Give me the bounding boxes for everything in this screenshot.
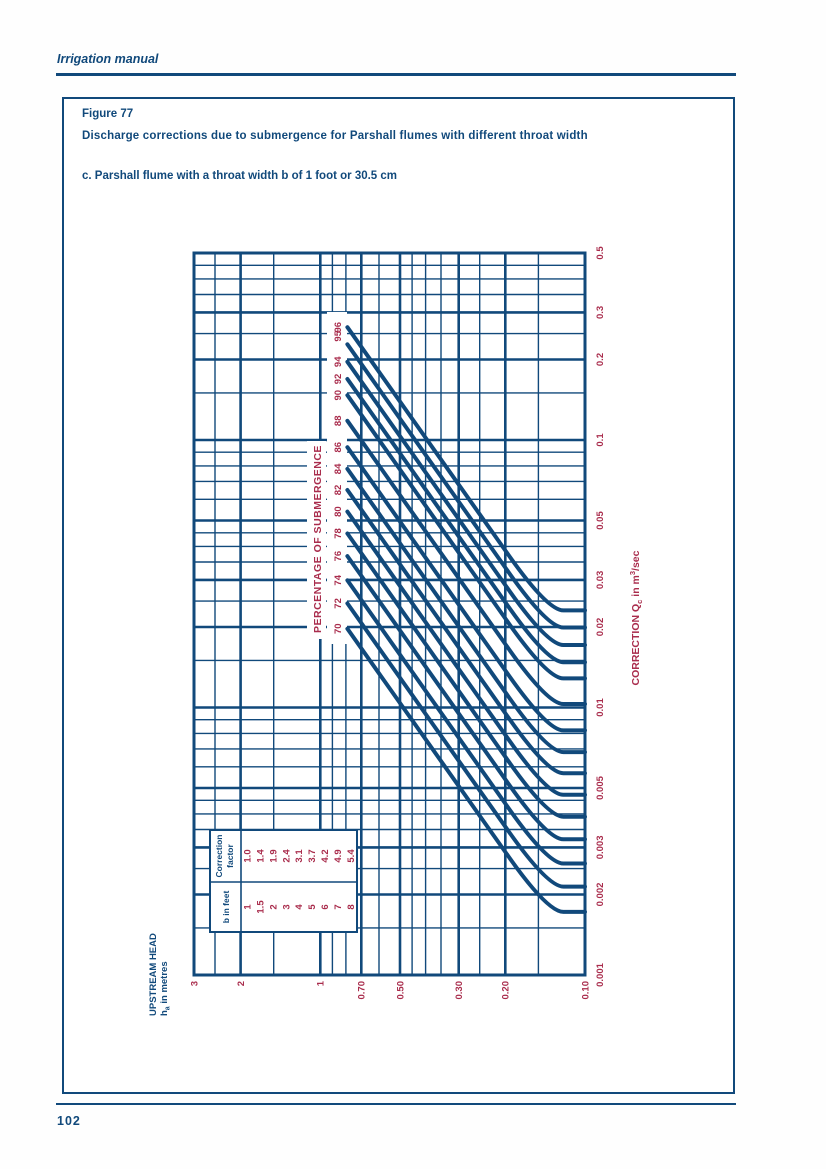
inset-table-cell: 1 — [242, 904, 254, 910]
page-header: Irrigation manual — [57, 52, 159, 66]
y-tick-label: 0.30 — [454, 981, 466, 1000]
submergence-curve-label: 88 — [333, 415, 344, 427]
x-tick-label: 0.003 — [595, 835, 606, 860]
inset-table-header: Correction — [214, 834, 224, 878]
inset-table-cell: 4.9 — [332, 849, 344, 863]
submergence-curve-label: 92 — [333, 373, 344, 385]
y-tick-label: 0.10 — [580, 981, 592, 1000]
inset-table-cell: 5.4 — [345, 849, 357, 863]
header-rule — [56, 73, 736, 76]
inset-table-cell: 2 — [268, 904, 280, 910]
submergence-curve-label: 76 — [333, 550, 344, 562]
inset-table-cell: 2.4 — [281, 849, 293, 863]
inset-table-cell: 8 — [345, 904, 357, 910]
figure-box — [62, 97, 735, 1094]
footer-rule — [56, 1103, 736, 1105]
x-tick-label: 0.3 — [595, 305, 606, 320]
inset-table-cell: 3.7 — [307, 849, 319, 863]
x-tick-label: 0.002 — [595, 882, 606, 907]
submergence-correction-chart — [144, 230, 659, 1030]
x-tick-label: 0.05 — [595, 511, 606, 530]
inset-table-cell: 4 — [294, 904, 306, 910]
inset-table-cell: 1.5 — [255, 900, 267, 914]
submergence-curve-label: 94 — [333, 356, 344, 368]
x-tick-label: 0.2 — [595, 352, 606, 367]
submergence-curve-label: 72 — [333, 598, 344, 609]
inset-table-cell: 3 — [281, 904, 293, 910]
submergence-curve-label: 74 — [333, 575, 344, 586]
submergence-curve-label: 78 — [333, 528, 344, 539]
y-tick-label: 1 — [315, 981, 327, 987]
submergence-curve-label: 82 — [333, 484, 344, 496]
submergence-curve-label: 95 — [333, 331, 344, 342]
y-tick-label: 0.20 — [500, 981, 512, 1000]
y-tick-label: 0.70 — [356, 981, 368, 1000]
inset-table-cell: 7 — [332, 904, 344, 910]
inset-table-cell: 4.2 — [320, 849, 331, 863]
inset-table-cell: 1.0 — [242, 849, 254, 863]
x-tick-label: 0.005 — [595, 776, 606, 800]
page-number: 102 — [57, 1114, 81, 1128]
submergence-curve-label: 70 — [333, 623, 344, 634]
inset-table-cell: 6 — [320, 904, 331, 910]
x-tick-label: 0.001 — [595, 963, 606, 987]
y-tick-label: 2 — [236, 981, 247, 987]
submergence-curve-label: 90 — [333, 389, 344, 401]
y-tick-label: 3 — [189, 981, 201, 987]
x-tick-label: 0.5 — [595, 246, 606, 260]
x-axis-title: CORRECTION $Q_c$ in $m^3/\sec$ — [628, 550, 644, 686]
x-tick-label: 0.02 — [595, 617, 606, 637]
inset-table-cell: 1.9 — [268, 849, 280, 863]
percentage-of-submergence-label: PERCENTAGE OF SUBMERGENCE — [312, 445, 324, 633]
submergence-curve-label: 86 — [333, 441, 344, 453]
y-tick-label: 0.50 — [395, 981, 407, 1000]
figure-label: Figure 77 — [82, 108, 134, 120]
submergence-curve-label: 80 — [333, 506, 344, 517]
inset-table-cell: 1.4 — [255, 849, 267, 863]
y-axis-title-line1: UPSTREAM HEAD — [148, 933, 159, 1016]
inset-table-cell: 5 — [307, 904, 319, 910]
x-tick-label: 0.01 — [595, 698, 606, 717]
rotated-chart-area — [144, 230, 659, 1030]
figure-caption: Discharge corrections due to submergence for Parshall flumes with different throat width — [82, 130, 588, 142]
figure-subcaption: c. Parshall flume with a throat width b of 1 foot or 30.5 cm — [82, 170, 398, 182]
chart-rotation-container — [144, 230, 659, 1030]
x-tick-label: 0.1 — [595, 433, 606, 447]
submergence-curve-label: 84 — [333, 463, 344, 475]
submergence-curve-label: 96 — [333, 321, 344, 333]
x-tick-label: 0.03 — [595, 570, 606, 590]
inset-table-header: b in feet — [221, 890, 231, 924]
inset-table-cell: 3.1 — [294, 849, 306, 863]
y-axis-title-line2: $h_a$ in metres — [159, 961, 172, 1016]
inset-table-header: factor — [225, 844, 235, 868]
